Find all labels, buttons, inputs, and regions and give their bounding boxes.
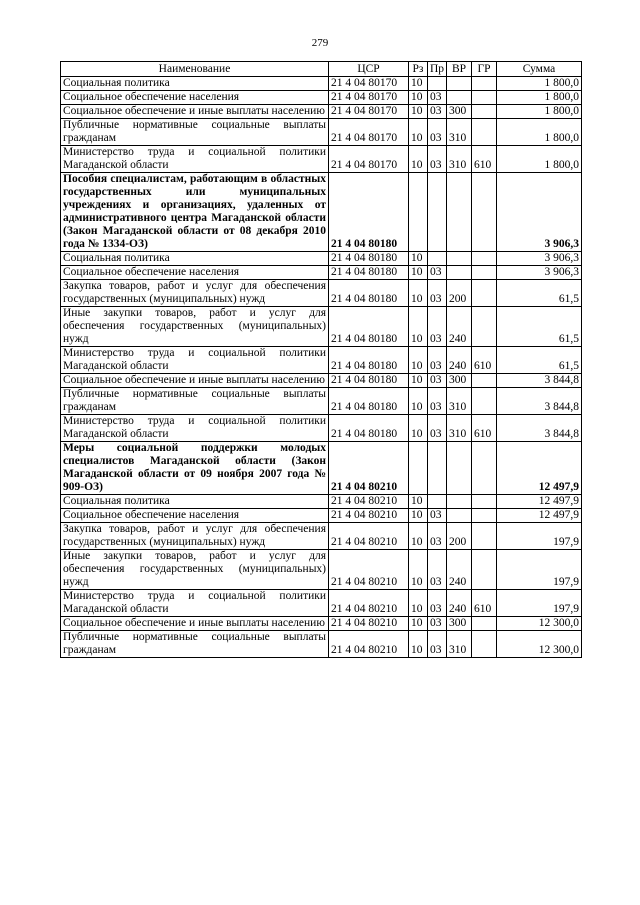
cell-rz: 10 [409,146,428,173]
cell-vr: 240 [447,590,472,617]
cell-vr: 310 [447,415,472,442]
cell-sum: 1 800,0 [497,146,582,173]
cell-sum: 61,5 [497,280,582,307]
table-row [61,442,582,495]
cell-name: Меры социальной поддержки молодых специалистов Магаданской области (Закон Магаданской области от 09 ноября 2007 года № 909-ОЗ) [61,442,329,495]
header-csr: ЦСР [329,62,409,77]
cell-vr: 300 [447,105,472,119]
cell-sum: 1 800,0 [497,105,582,119]
cell-gr [472,105,497,119]
cell-rz: 10 [409,415,428,442]
cell-name: Социальная политика [61,495,329,509]
table-row [61,415,582,442]
cell-name: Социальная политика [61,77,329,91]
cell-pr: 03 [428,388,447,415]
cell-sum: 61,5 [497,347,582,374]
cell-csr: 21 4 04 80210 [329,550,409,590]
table-row [61,590,582,617]
cell-sum: 3 906,3 [497,266,582,280]
cell-pr: 03 [428,374,447,388]
cell-name: Иные закупки товаров, работ и услуг для обеспечения государственных (муниципальных) нужд [61,550,329,590]
cell-csr: 21 4 04 80180 [329,415,409,442]
cell-rz [409,442,428,495]
table-row [61,509,582,523]
cell-sum: 1 800,0 [497,91,582,105]
table-row [61,146,582,173]
cell-rz: 10 [409,252,428,266]
cell-vr [447,77,472,91]
cell-gr [472,495,497,509]
cell-vr: 240 [447,550,472,590]
cell-rz: 10 [409,91,428,105]
page-number: 279 [311,37,329,49]
cell-name: Социальное обеспечение и иные выплаты населению [61,105,329,119]
table-row [61,347,582,374]
cell-rz: 10 [409,119,428,146]
cell-name: Социальное обеспечение населения [61,91,329,105]
cell-name: Социальная политика [61,252,329,266]
cell-rz: 10 [409,307,428,347]
cell-rz: 10 [409,495,428,509]
cell-pr: 03 [428,509,447,523]
cell-vr: 200 [447,523,472,550]
cell-pr: 03 [428,91,447,105]
cell-name: Пособия специалистам, работающим в областных государственных или муниципальных учреждениях и организациях, удаленных от административного центра Магаданской области (Закон Магаданской области от 08 декабря 2010 года № 1334-ОЗ) [61,173,329,252]
cell-sum: 197,9 [497,523,582,550]
cell-csr: 21 4 04 80170 [329,77,409,91]
cell-gr: 610 [472,590,497,617]
cell-rz: 10 [409,77,428,91]
cell-vr: 200 [447,280,472,307]
table-row [61,173,582,252]
cell-pr: 03 [428,307,447,347]
cell-pr: 03 [428,523,447,550]
cell-rz: 10 [409,523,428,550]
table-row [61,550,582,590]
cell-gr [472,77,497,91]
cell-rz: 10 [409,374,428,388]
cell-gr: 610 [472,347,497,374]
table-row [61,374,582,388]
cell-pr: 03 [428,105,447,119]
cell-csr: 21 4 04 80170 [329,119,409,146]
cell-pr: 03 [428,617,447,631]
budget-table [60,61,582,658]
header-sum: Сумма [497,62,582,77]
table-row [61,91,582,105]
cell-sum: 12 497,9 [497,509,582,523]
table-header-row [61,62,582,77]
cell-sum: 3 844,8 [497,415,582,442]
table-row [61,77,582,91]
cell-csr: 21 4 04 80210 [329,617,409,631]
cell-sum: 3 906,3 [497,173,582,252]
cell-vr: 240 [447,307,472,347]
cell-gr [472,266,497,280]
cell-sum: 3 844,8 [497,374,582,388]
cell-name: Социальное обеспечение населения [61,509,329,523]
cell-pr [428,173,447,252]
cell-vr: 310 [447,631,472,658]
cell-csr: 21 4 04 80210 [329,523,409,550]
table-row [61,119,582,146]
cell-gr [472,631,497,658]
cell-csr: 21 4 04 80180 [329,388,409,415]
cell-name: Министерство труда и социальной политики Магаданской области [61,146,329,173]
cell-csr: 21 4 04 80170 [329,146,409,173]
cell-rz: 10 [409,550,428,590]
cell-vr [447,266,472,280]
cell-vr: 310 [447,388,472,415]
cell-pr: 03 [428,146,447,173]
cell-csr: 21 4 04 80180 [329,347,409,374]
cell-gr [472,173,497,252]
header-gr: ГР [472,62,497,77]
cell-vr: 310 [447,119,472,146]
cell-sum: 12 300,0 [497,617,582,631]
cell-gr [472,523,497,550]
cell-pr [428,442,447,495]
cell-name: Публичные нормативные социальные выплаты гражданам [61,388,329,415]
cell-pr [428,77,447,91]
cell-csr: 21 4 04 80180 [329,173,409,252]
cell-sum: 3 906,3 [497,252,582,266]
cell-vr: 310 [447,146,472,173]
cell-pr: 03 [428,119,447,146]
cell-csr: 21 4 04 80210 [329,495,409,509]
cell-name: Социальное обеспечение населения [61,266,329,280]
cell-name: Министерство труда и социальной политики Магаданской области [61,347,329,374]
cell-name: Социальное обеспечение и иные выплаты населению [61,374,329,388]
cell-vr: 240 [447,347,472,374]
cell-pr: 03 [428,590,447,617]
cell-csr: 21 4 04 80210 [329,509,409,523]
cell-name: Закупка товаров, работ и услуг для обеспечения государственных (муниципальных) нужд [61,523,329,550]
table-row [61,252,582,266]
cell-name: Министерство труда и социальной политики Магаданской области [61,590,329,617]
cell-name: Министерство труда и социальной политики Магаданской области [61,415,329,442]
table-body [61,77,582,658]
cell-gr [472,91,497,105]
cell-name: Публичные нормативные социальные выплаты гражданам [61,631,329,658]
cell-name: Публичные нормативные социальные выплаты гражданам [61,119,329,146]
cell-rz: 10 [409,388,428,415]
cell-vr [447,91,472,105]
cell-vr [447,442,472,495]
cell-rz: 10 [409,266,428,280]
cell-rz: 10 [409,631,428,658]
cell-gr [472,550,497,590]
cell-pr: 03 [428,550,447,590]
cell-sum: 1 800,0 [497,119,582,146]
cell-gr [472,388,497,415]
cell-rz: 10 [409,509,428,523]
header-pr: Пр [428,62,447,77]
cell-gr [472,374,497,388]
table-row [61,105,582,119]
cell-vr [447,252,472,266]
cell-sum: 12 300,0 [497,631,582,658]
cell-sum: 197,9 [497,590,582,617]
cell-csr: 21 4 04 80180 [329,374,409,388]
cell-csr: 21 4 04 80210 [329,590,409,617]
cell-csr: 21 4 04 80180 [329,266,409,280]
cell-gr [472,442,497,495]
cell-sum: 3 844,8 [497,388,582,415]
cell-sum: 12 497,9 [497,442,582,495]
cell-gr: 610 [472,146,497,173]
cell-pr: 03 [428,415,447,442]
cell-csr: 21 4 04 80210 [329,631,409,658]
cell-rz: 10 [409,347,428,374]
table-row [61,617,582,631]
cell-gr [472,252,497,266]
cell-rz [409,173,428,252]
cell-csr: 21 4 04 80170 [329,91,409,105]
cell-sum: 12 497,9 [497,495,582,509]
cell-csr: 21 4 04 80180 [329,307,409,347]
cell-gr [472,617,497,631]
cell-csr: 21 4 04 80180 [329,280,409,307]
cell-gr [472,280,497,307]
cell-pr [428,495,447,509]
cell-vr: 300 [447,617,472,631]
cell-pr: 03 [428,347,447,374]
cell-sum: 1 800,0 [497,77,582,91]
cell-pr [428,252,447,266]
cell-gr: 610 [472,415,497,442]
table-row [61,307,582,347]
header-rz: Рз [409,62,428,77]
table-row [61,388,582,415]
cell-vr [447,495,472,509]
cell-sum: 61,5 [497,307,582,347]
table-row [61,495,582,509]
cell-csr: 21 4 04 80170 [329,105,409,119]
cell-gr [472,119,497,146]
header-name: Наименование [61,62,329,77]
cell-rz: 10 [409,590,428,617]
cell-csr: 21 4 04 80210 [329,442,409,495]
cell-name: Иные закупки товаров, работ и услуг для обеспечения государственных (муниципальных) нужд [61,307,329,347]
cell-vr [447,509,472,523]
cell-pr: 03 [428,266,447,280]
cell-csr: 21 4 04 80180 [329,252,409,266]
cell-gr [472,509,497,523]
cell-rz: 10 [409,105,428,119]
cell-pr: 03 [428,280,447,307]
cell-name: Социальное обеспечение и иные выплаты населению [61,617,329,631]
cell-pr: 03 [428,631,447,658]
cell-rz: 10 [409,280,428,307]
header-vr: ВР [447,62,472,77]
cell-sum: 197,9 [497,550,582,590]
table-row [61,523,582,550]
table-row [61,266,582,280]
cell-rz: 10 [409,617,428,631]
cell-vr [447,173,472,252]
cell-gr [472,307,497,347]
table-row [61,631,582,658]
cell-vr: 300 [447,374,472,388]
cell-name: Закупка товаров, работ и услуг для обеспечения государственных (муниципальных) нужд [61,280,329,307]
table-row [61,280,582,307]
